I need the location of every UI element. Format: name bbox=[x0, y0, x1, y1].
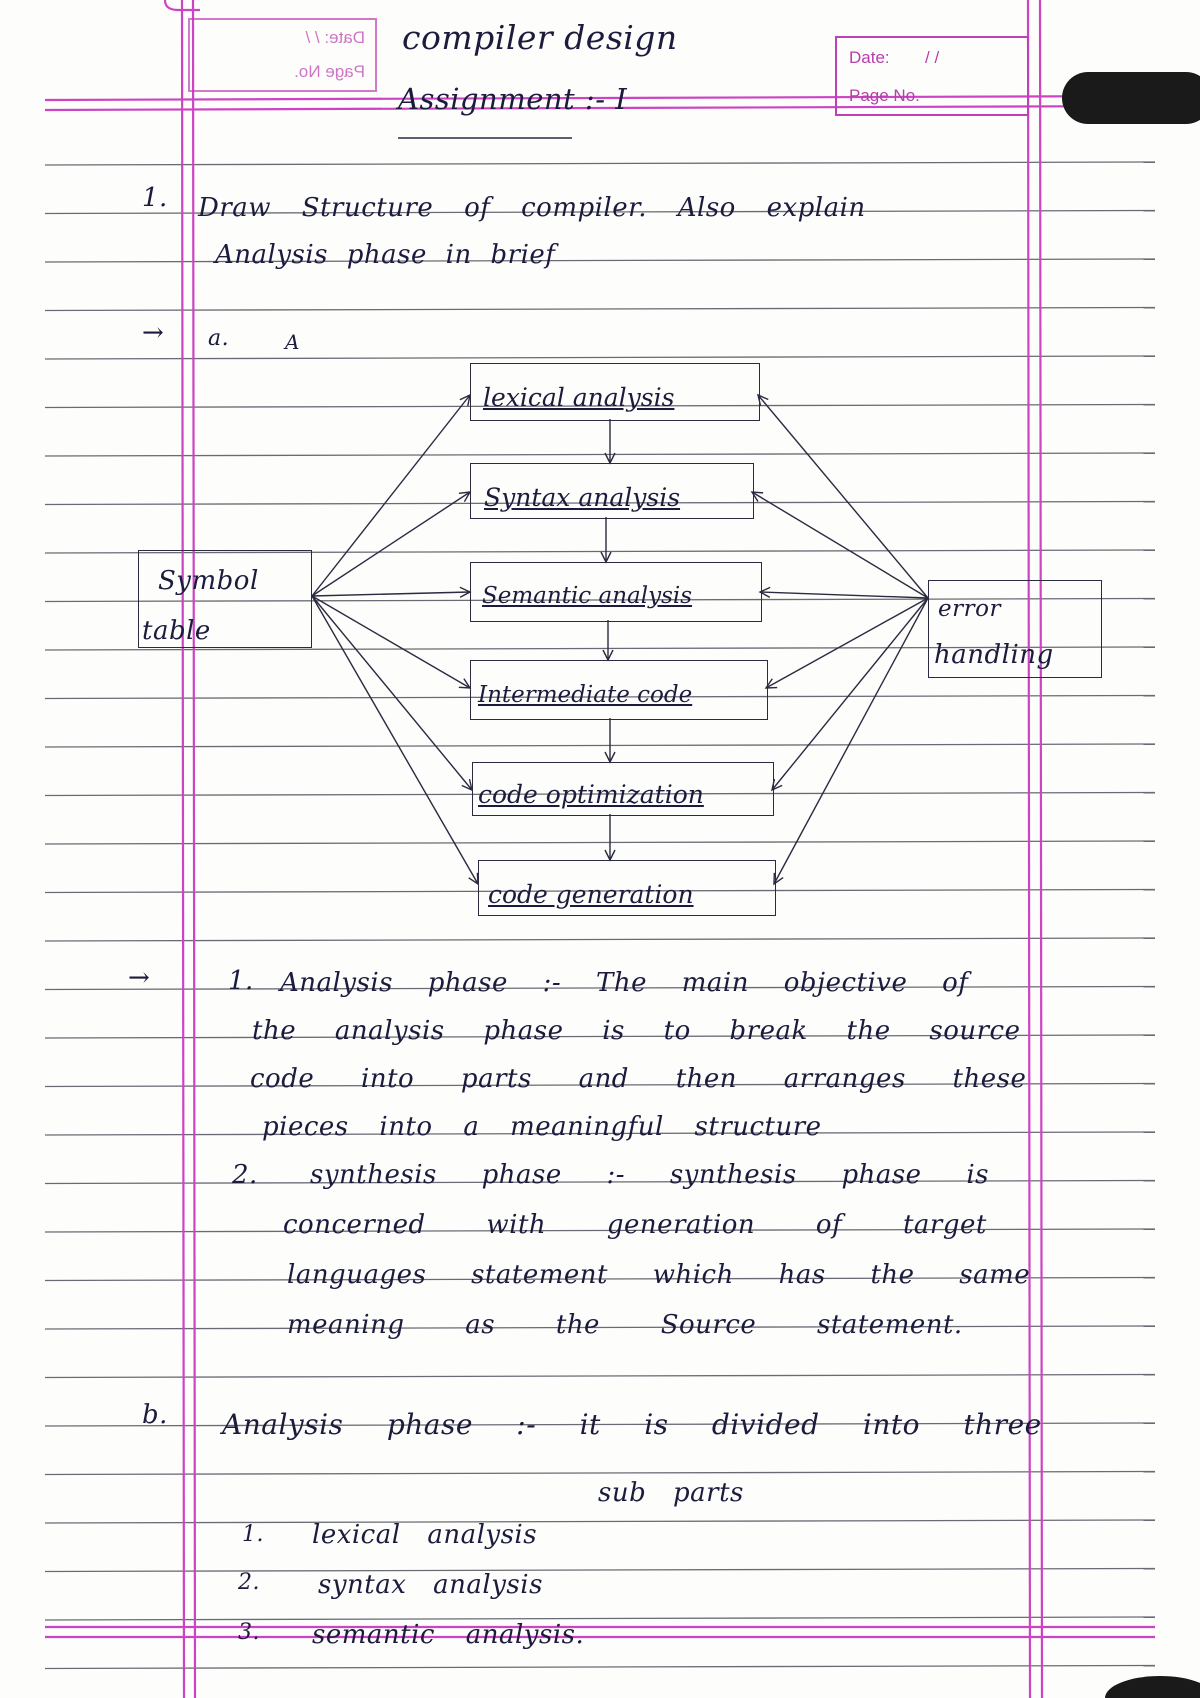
answer-p1-line-3: code into parts and then arranges these bbox=[250, 1064, 1027, 1094]
answer-p1-line-2: the analysis phase is to break the source bbox=[252, 1016, 1021, 1046]
assignment-title: Assignment :- I bbox=[398, 82, 628, 116]
part-b-line-2: sub parts bbox=[598, 1478, 744, 1508]
answer-p2-line-4: meaning as the Source statement. bbox=[287, 1310, 963, 1340]
stamp-page-label: Page No. bbox=[849, 86, 920, 105]
part-b-item-2-text: syntax analysis bbox=[318, 1570, 543, 1600]
part-b-line-1: Analysis phase :- it is divided into three bbox=[222, 1408, 1042, 1441]
mirrored-page-text: Page No. bbox=[294, 62, 365, 81]
answer-arrow-2-icon: → bbox=[128, 963, 151, 993]
phase-label-syntax: Syntax analysis bbox=[484, 483, 681, 512]
answer-p2-line-2: concerned with generation of target bbox=[283, 1210, 987, 1240]
phase-label-lexical: lexical analysis bbox=[483, 383, 675, 412]
binder-ring-bottom bbox=[1105, 1676, 1200, 1698]
answer-p1-line-4: pieces into a meaningful structure bbox=[262, 1112, 822, 1142]
answer-p2-num: 2. bbox=[232, 1160, 258, 1190]
part-b-item-1-num: 1. bbox=[242, 1522, 264, 1547]
binder-ring bbox=[1062, 72, 1200, 124]
question-line-1: Draw Structure of compiler. Also explain bbox=[198, 193, 866, 223]
answer-arrow-icon: → bbox=[142, 318, 165, 348]
date-stamp bbox=[835, 36, 1029, 116]
question-number: 1. bbox=[142, 183, 168, 213]
part-b-item-3-num: 3. bbox=[238, 1620, 260, 1645]
phase-label-generation: code generation bbox=[488, 880, 694, 909]
symbol-table-line-2: table bbox=[142, 616, 211, 646]
mirrored-date-stamp bbox=[188, 18, 377, 92]
answer-label: a. bbox=[208, 326, 230, 351]
answer-p2-line-3: languages statement which has the same bbox=[287, 1260, 1031, 1290]
margin-lines bbox=[45, 0, 1155, 1698]
part-b-item-3-text: semantic analysis. bbox=[312, 1620, 585, 1650]
answer-p2-line-1: synthesis phase :- synthesis phase is bbox=[310, 1160, 989, 1190]
symbol-table-line-1: Symbol bbox=[158, 566, 259, 596]
phase-label-semantic: Semantic analysis bbox=[482, 583, 693, 609]
subject-title: compiler design bbox=[402, 18, 678, 57]
question-line-2: Analysis phase in brief bbox=[215, 240, 556, 270]
mirrored-date-text: Date: / / bbox=[305, 28, 365, 47]
answer-sub-label: A bbox=[285, 330, 300, 354]
stamp-date-label: Date: bbox=[849, 48, 890, 67]
error-handling-line-1: error bbox=[938, 596, 1001, 622]
phase-label-optimization: code optimization bbox=[478, 780, 704, 809]
answer-p1-line-1: Analysis phase :- The main objective of bbox=[280, 968, 969, 998]
stamp-date-slashes: / / bbox=[925, 48, 940, 67]
part-b-label: b. bbox=[142, 1400, 168, 1430]
part-b-item-1-text: lexical analysis bbox=[312, 1520, 538, 1550]
answer-p1-num: 1. bbox=[228, 966, 254, 996]
part-b-item-2-num: 2. bbox=[238, 1570, 260, 1595]
error-handling-line-2: handling bbox=[934, 640, 1054, 670]
phase-label-intermediate: Intermediate code bbox=[478, 682, 693, 708]
